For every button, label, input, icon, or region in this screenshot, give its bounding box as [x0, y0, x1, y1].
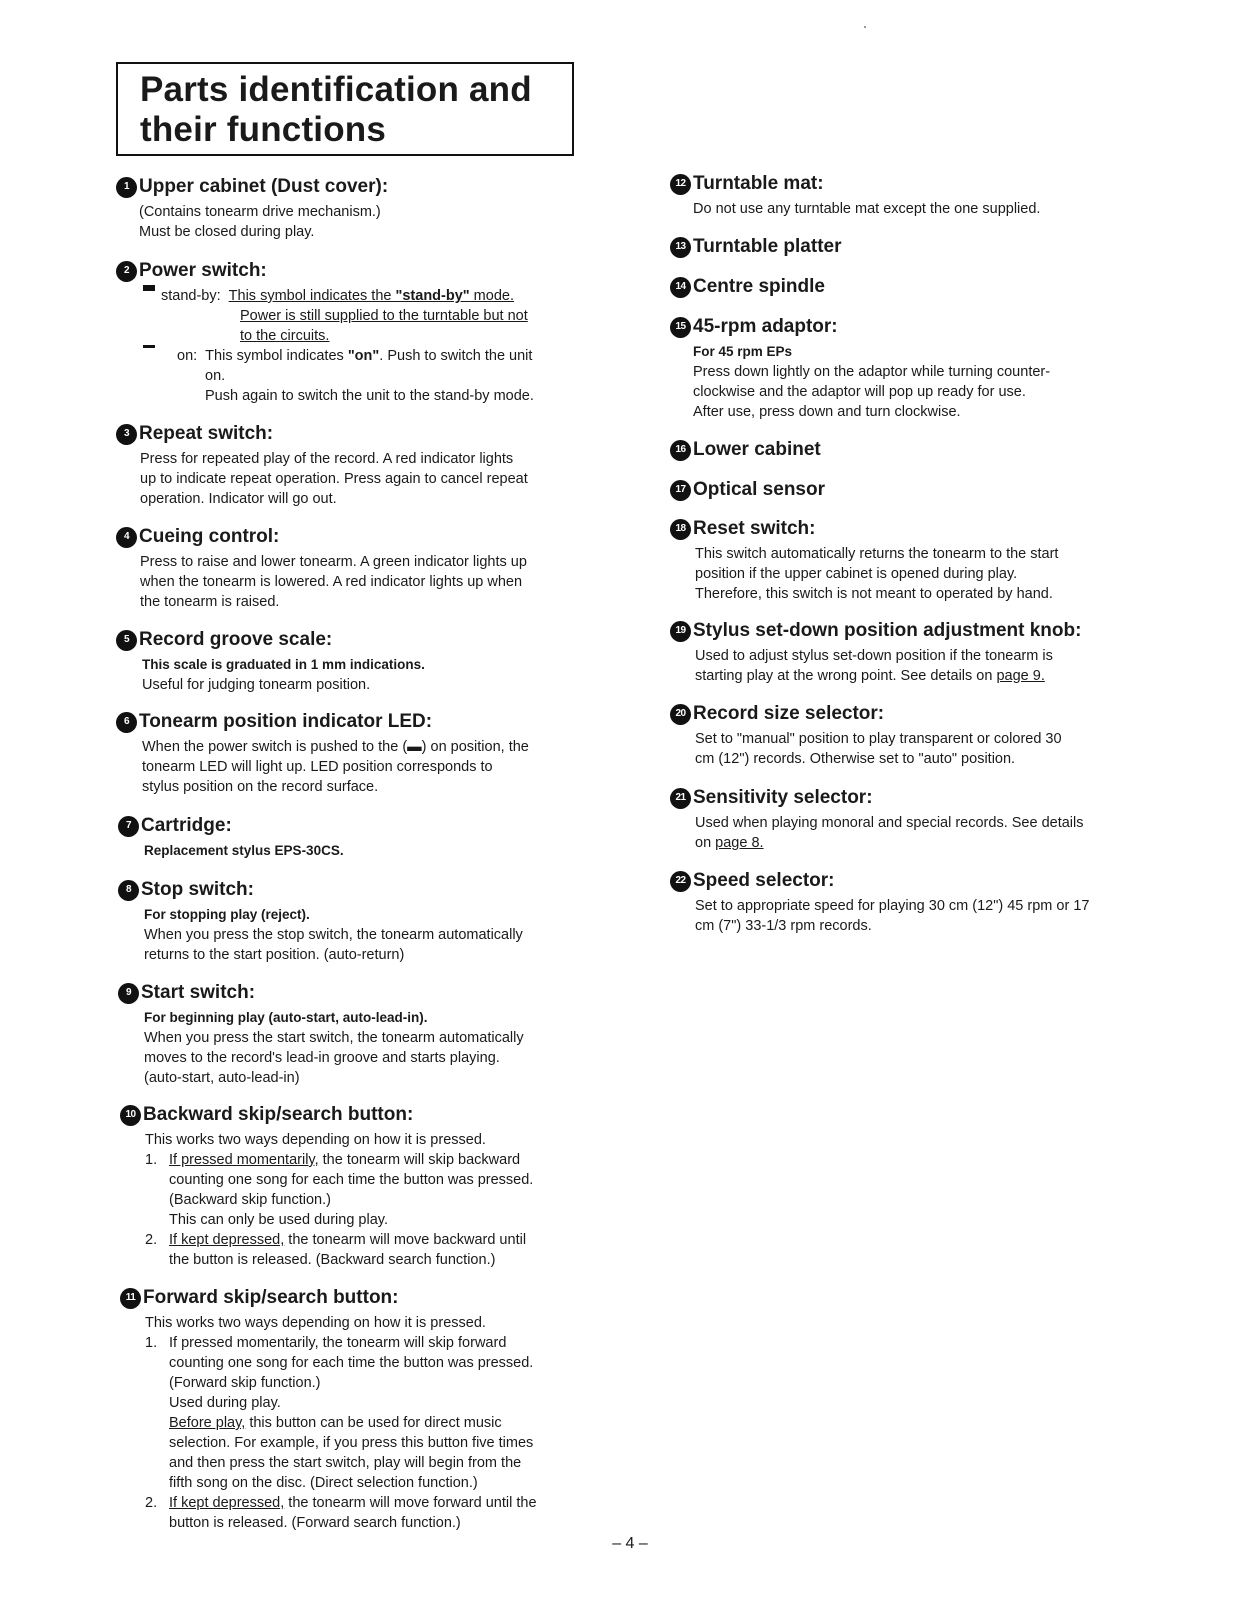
body-line: When you press the stop switch, the tonearm automatically	[144, 927, 523, 943]
number-badge: 3	[116, 424, 137, 445]
standby-symbol-icon	[143, 285, 155, 291]
subheading: For 45 rpm EPs	[693, 344, 793, 359]
section-speed-selector	[670, 870, 1089, 936]
number-badge: 14	[670, 277, 691, 298]
number-badge: 15	[670, 317, 691, 338]
number-badge: 17	[670, 480, 691, 501]
body-line: operation. Indicator will go out.	[140, 491, 337, 507]
section-heading: 45-rpm adaptor:	[693, 316, 838, 337]
section-heading: Turntable platter	[693, 236, 842, 257]
number-badge: 16	[670, 440, 691, 461]
number-badge: 2	[116, 261, 137, 282]
section-turntable-platter	[670, 236, 842, 262]
emphasis-text: If kept depressed,	[169, 1495, 285, 1511]
number-badge: 12	[670, 174, 691, 195]
section-heading: Tonearm position indicator LED:	[139, 711, 433, 732]
title-box	[116, 62, 574, 156]
body-text: the tonearm will move backward until	[284, 1232, 527, 1248]
body-text: this button can be used for direct music	[245, 1415, 502, 1431]
list-number: 1.	[145, 1335, 158, 1351]
number-badge: 21	[670, 788, 691, 809]
number-badge: 4	[116, 527, 137, 548]
number-badge: 8	[118, 880, 139, 901]
body-line: (auto-start, auto-lead-in)	[144, 1070, 300, 1086]
section-heading: Lower cabinet	[693, 439, 821, 460]
body-line: This works two ways depending on how it is pressed.	[145, 1132, 486, 1148]
body-line: cm (7") 33-1/3 rpm records.	[695, 918, 872, 934]
body-line: counting one song for each time the button was pressed.	[169, 1172, 534, 1188]
section-heading: Record size selector:	[693, 703, 885, 724]
list-number: 1.	[145, 1152, 158, 1168]
body-line: selection. For example, if you press this button five times	[169, 1435, 534, 1451]
list-item	[120, 1493, 537, 1513]
section-heading: Upper cabinet (Dust cover):	[139, 176, 389, 197]
page-number: – 4 –	[612, 1535, 648, 1552]
section-repeat-switch	[116, 423, 528, 509]
body-line: Push again to switch the unit to the stand-by mode.	[205, 388, 534, 404]
list-number: 2.	[145, 1232, 158, 1248]
standby-keyword: "stand-by"	[395, 288, 470, 304]
body-line: tonearm LED will light up. LED position corresponds to	[142, 759, 493, 775]
section-heading: Sensitivity selector:	[693, 787, 873, 808]
list-item	[120, 1230, 533, 1250]
body-line	[670, 833, 1084, 853]
number-badge: 19	[670, 621, 691, 642]
section-heading: Turntable mat:	[693, 173, 824, 194]
number-badge: 13	[670, 237, 691, 258]
section-heading: Centre spindle	[693, 276, 825, 297]
body-line: cm (12") records. Otherwise set to "auto" position.	[695, 751, 1016, 767]
on-row	[116, 346, 534, 366]
standby-label: stand-by:	[161, 288, 221, 304]
standby-text: mode.	[469, 288, 514, 304]
number-badge: 1	[116, 177, 137, 198]
body-line: when the tonearm is lowered. A red indicator lights up when	[140, 574, 523, 590]
body-line: Used when playing monoral and special records. See details	[695, 815, 1084, 831]
section-heading: Reset switch:	[693, 518, 816, 539]
body-line: When you press the start switch, the tonearm automatically	[144, 1030, 524, 1046]
section-heading: Optical sensor	[693, 479, 825, 500]
body-line	[670, 666, 1081, 686]
body-line: up to indicate repeat operation. Press again to cancel repeat	[140, 471, 528, 487]
section-upper-cabinet	[116, 176, 388, 242]
list-number: 2.	[145, 1495, 158, 1511]
body-line: After use, press down and turn clockwise.	[693, 404, 961, 420]
body-line: Do not use any turntable mat except the one supplied.	[693, 201, 1041, 217]
body-line: When the power switch is pushed to the (▬) on position, the	[142, 739, 529, 755]
emphasis-text: If kept depressed,	[169, 1232, 285, 1248]
subheading: For beginning play (auto-start, auto-lead-in).	[144, 1010, 428, 1025]
section-heading: Record groove scale:	[139, 629, 333, 650]
section-record-size-selector	[670, 703, 1062, 769]
body-line: Press for repeated play of the record. A red indicator lights	[140, 451, 514, 467]
body-line: Set to "manual" position to play transparent or colored 30	[695, 731, 1062, 747]
page-title-line1: Parts identification and	[140, 70, 532, 109]
body-line: (Contains tonearm drive mechanism.)	[139, 204, 381, 220]
section-forward-skip	[120, 1287, 537, 1533]
section-cueing-control	[116, 526, 527, 612]
body-line: Press down lightly on the adaptor while turning counter-	[693, 364, 1051, 380]
subheading: Replacement stylus EPS-30CS.	[144, 843, 344, 858]
number-badge: 11	[120, 1288, 141, 1309]
body-text: the tonearm will skip backward	[318, 1152, 521, 1168]
emphasis-text: If pressed momentarily,	[169, 1152, 319, 1168]
body-line: position if the upper cabinet is opened during play.	[695, 566, 1018, 582]
standby-text: This symbol indicates the	[228, 288, 396, 304]
section-heading: Forward skip/search button:	[143, 1287, 399, 1308]
body-text: on	[695, 835, 716, 851]
section-heading: Backward skip/search button:	[143, 1104, 414, 1125]
number-badge: 18	[670, 519, 691, 540]
body-line: the button is released. (Backward search function.)	[169, 1252, 496, 1268]
body-line: Used during play.	[169, 1395, 281, 1411]
section-stop-switch	[118, 879, 523, 965]
body-line: the tonearm is raised.	[140, 594, 280, 610]
body-line: Press to raise and lower tonearm. A green indicator lights up	[140, 554, 527, 570]
section-power-switch	[116, 260, 534, 406]
subheading: This scale is graduated in 1 mm indications.	[142, 657, 425, 672]
number-badge: 10	[120, 1105, 141, 1126]
section-heading: Speed selector:	[693, 870, 835, 891]
body-text: starting play at the wrong point. See details on	[695, 668, 997, 684]
section-heading: Cartridge:	[141, 815, 232, 836]
on-text: This symbol indicates	[205, 348, 348, 364]
number-badge: 7	[118, 816, 139, 837]
number-badge: 6	[116, 712, 137, 733]
body-line: This switch automatically returns the tonearm to the start	[695, 546, 1059, 562]
body-line: This can only be used during play.	[169, 1212, 388, 1228]
body-line: button is released. (Forward search function.)	[169, 1515, 461, 1531]
body-line: moves to the record's lead-in groove and starts playing.	[144, 1050, 500, 1066]
section-centre-spindle	[670, 276, 825, 302]
page-reference-link[interactable]: page 8.	[715, 835, 764, 851]
list-item	[120, 1150, 533, 1170]
number-badge: 22	[670, 871, 691, 892]
section-cartridge	[118, 815, 344, 861]
body-line: Used to adjust stylus set-down position if the tonearm is	[695, 648, 1053, 664]
number-badge: 20	[670, 704, 691, 725]
body-line: (Backward skip function.)	[169, 1192, 331, 1208]
emphasis-text: Before play,	[169, 1415, 246, 1431]
on-keyword: "on"	[347, 348, 380, 364]
body-line: stylus position on the record surface.	[142, 779, 379, 795]
section-tonearm-led	[116, 711, 529, 797]
body-line: (Forward skip function.)	[169, 1375, 321, 1391]
body-line: on.	[205, 368, 226, 384]
section-record-groove-scale	[116, 629, 425, 695]
body-text: If pressed momentarily, the tonearm will skip forward	[169, 1335, 507, 1351]
section-heading: Stop switch:	[141, 879, 254, 900]
body-line: counting one song for each time the button was pressed.	[169, 1355, 534, 1371]
section-45-rpm-adaptor	[670, 316, 1050, 422]
section-heading: Repeat switch:	[139, 423, 274, 444]
body-line: Power is still supplied to the turntable but not	[240, 308, 528, 324]
section-reset-switch	[670, 518, 1058, 604]
body-line: Useful for judging tonearm position.	[142, 677, 371, 693]
section-optical-sensor	[670, 479, 825, 505]
subheading: For stopping play (reject).	[144, 907, 310, 922]
section-lower-cabinet	[670, 439, 821, 465]
body-line: Set to appropriate speed for playing 30 cm (12") 45 rpm or 17	[695, 898, 1090, 914]
section-stylus-setdown	[670, 620, 1081, 686]
list-item	[120, 1333, 537, 1353]
section-backward-skip	[120, 1104, 533, 1270]
number-badge: 9	[118, 983, 139, 1004]
number-badge: 5	[116, 630, 137, 651]
body-line: to the circuits.	[240, 328, 330, 344]
standby-row	[116, 286, 534, 306]
body-line: This works two ways depending on how it is pressed.	[145, 1315, 486, 1331]
body-line: clockwise and the adaptor will pop up ready for use.	[693, 384, 1026, 400]
body-line: returns to the start position. (auto-return)	[144, 947, 405, 963]
body-line: and then press the start switch, play will begin from the	[169, 1455, 522, 1471]
on-text: . Push to switch the unit	[379, 348, 533, 364]
body-line	[120, 1413, 537, 1433]
body-line: Must be closed during play.	[139, 224, 315, 240]
section-heading: Cueing control:	[139, 526, 280, 547]
on-label: on:	[177, 348, 198, 364]
body-line: Therefore, this switch is not meant to operated by hand.	[695, 586, 1053, 602]
section-heading: Stylus set-down position adjustment knob:	[693, 620, 1082, 641]
body-text: the tonearm will move forward until the	[284, 1495, 537, 1511]
page-reference-link[interactable]: page 9.	[996, 668, 1045, 684]
section-sensitivity-selector	[670, 787, 1084, 853]
section-heading: Start switch:	[141, 982, 256, 1003]
page-title-line2: their functions	[140, 110, 387, 149]
on-symbol-icon	[143, 345, 155, 348]
section-turntable-mat	[670, 173, 1040, 219]
body-line: fifth song on the disc. (Direct selection function.)	[169, 1475, 478, 1491]
section-heading: Power switch:	[139, 260, 267, 281]
section-start-switch	[118, 982, 524, 1088]
scan-speck	[864, 26, 866, 28]
